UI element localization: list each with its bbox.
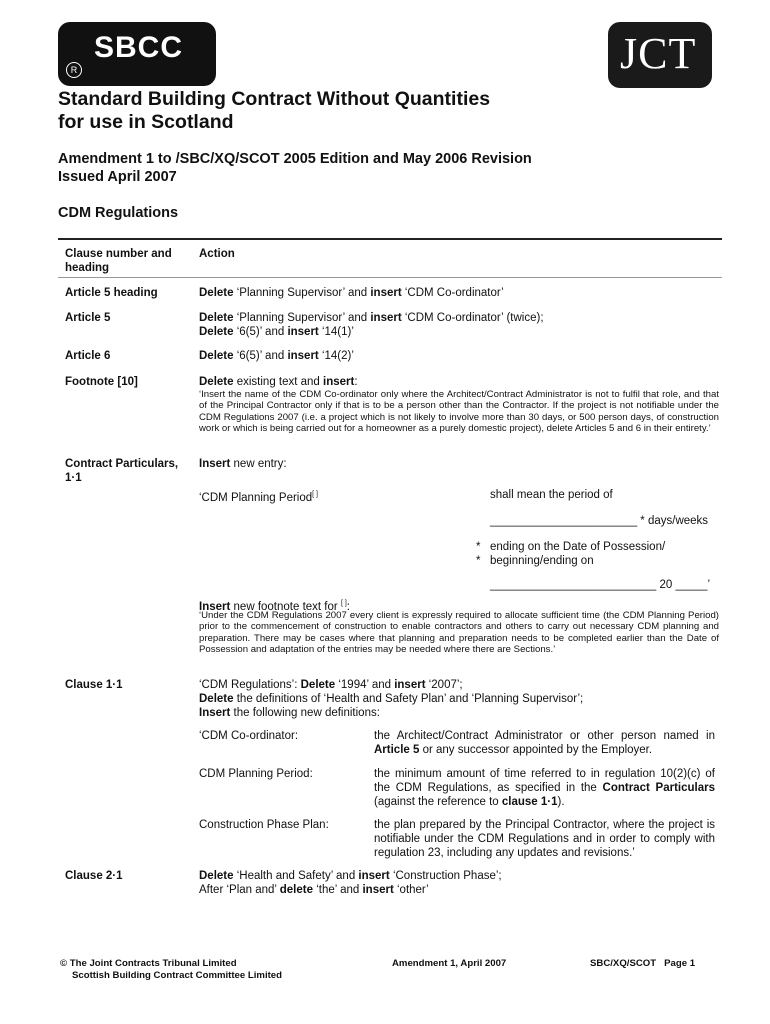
footnote10-text: ‘Insert the name of the CDM Co-ordinator only where the Architect/Contract Administrator is not to fulfil that role, and that of the Principal Contractor only if that is to be a person other than the Contractor. If the project is not notifiable under the CDM Regulations 2007 (i.e. a project which is not likely to involve more than 30 days, or 500 person days, of construction work or which is being carried out for a homeowner as a purely domestic project), delete Articles 5 and 6 in their entirety.’ xyxy=(199,389,719,434)
row-article5-clause: Article 5 xyxy=(65,312,111,324)
jct-logo-text: JCT xyxy=(620,29,697,78)
def-construction-phase-plan-text: the plan prepared by the Principal Contractor, where the project is notifiable under the CDM Regulations and in order to comply with regulation 23, including any updates and revisions.’ xyxy=(374,819,715,859)
footer-page: SBC/XQ/SCOT Page 1 xyxy=(590,958,696,969)
row-footnote10-action: Delete existing text and insert: xyxy=(199,376,358,388)
new-footnote-instruction: Insert new footnote text for [ ]: xyxy=(199,600,350,613)
row-clause21-clause: Clause 2·1 xyxy=(65,870,123,882)
document-subtitle xyxy=(58,150,532,186)
row-article5-action: Delete ‘Planning Supervisor’ and insert ‘CDM Co-ordinator’ (twice); Delete ‘6(5)’ and insert ‘14(1)’ xyxy=(199,312,544,338)
header-clause: Clause number and heading xyxy=(65,248,172,274)
ending-text: ending on the Date of Possession/ xyxy=(490,541,666,553)
subtitle-line-1: Amendment 1 to /SBC/XQ/SCOT 2005 Edition and May 2006 Revision xyxy=(58,151,532,167)
def-cdm-planning-period-text: the minimum amount of time referred to in regulation 10(2)(c) of the CDM Regulations, as specified in the Contract Particulars (against the reference to clause 1·1). xyxy=(374,768,715,808)
table-header-rule xyxy=(58,277,722,278)
star-beginning: * xyxy=(476,555,481,567)
row-clause21-action: Delete ‘Health and Safety’ and insert ‘Construction Phase’; After ‘Plan and’ delete ‘the’ and insert ‘other’ xyxy=(199,870,502,896)
beginning-text: beginning/ending on xyxy=(490,555,594,567)
section-title: CDM Regulations xyxy=(58,205,179,221)
footer-copyright: © The Joint Contracts Tribunal Limited Scottish Building Contract Committee Limited xyxy=(60,958,283,981)
days-weeks-field: _______________________ * days/weeks xyxy=(490,515,709,527)
row-contract-particulars-action: Insert new entry: xyxy=(199,458,287,470)
cdm-planning-period-label: ‘CDM Planning Period[ ] xyxy=(199,491,318,504)
sbcc-logo xyxy=(58,22,216,86)
footer-amendment: Amendment 1, April 2007 xyxy=(392,958,507,969)
shall-mean-text: shall mean the period of xyxy=(490,489,613,501)
def-cdm-planning-period-term: CDM Planning Period: xyxy=(199,768,313,780)
subtitle-line-2: Issued April 2007 xyxy=(58,169,177,185)
row-footnote10-clause: Footnote [10] xyxy=(65,376,138,388)
def-cdm-coordinator-term: ‘CDM Co-ordinator: xyxy=(199,730,299,742)
star-ending: * xyxy=(476,541,481,553)
row-article6-action: Delete ‘6(5)’ and insert ‘14(2)’ xyxy=(199,350,354,362)
row-article5-heading-action: Delete ‘Planning Supervisor’ and insert ‘CDM Co-ordinator’ xyxy=(199,287,504,299)
jct-logo xyxy=(608,22,712,88)
sbcc-logo-text: SBCC xyxy=(94,31,184,64)
row-clause11-action: ‘CDM Regulations’: Delete ‘1994’ and insert ‘2007’; Delete the definitions of ‘Health and Safety Plan’ and ‘Planning Supervisor’; Insert the following new definitions: xyxy=(199,679,584,719)
def-construction-phase-plan-term: Construction Phase Plan: xyxy=(199,819,329,831)
document-title xyxy=(58,88,490,134)
title-line-2: for use in Scotland xyxy=(58,111,234,133)
row-clause11-clause: Clause 1·1 xyxy=(65,679,123,691)
table-top-rule xyxy=(58,238,722,240)
row-article5-heading-clause: Article 5 heading xyxy=(65,287,158,299)
registered-icon: R xyxy=(66,62,82,78)
row-article6-clause: Article 6 xyxy=(65,350,111,362)
title-line-1: Standard Building Contract Without Quantities xyxy=(58,88,491,110)
new-footnote-text: ‘Under the CDM Regulations 2007 every client is expressly required to allocate sufficient time (the CDM Planning Period) prior to the commencement of construction to enable contractors and others to carry out necessary CDM planning and preparation. There may be cases where that planning and preparation needs to be completed earlier than the Date of Possession and adaptation of the entries may be needed where there are Sections.’ xyxy=(199,610,719,655)
def-cdm-coordinator-text: the Architect/Contract Administrator or other person named in Article 5 or any successor appointed by the Employer. xyxy=(374,730,715,756)
date-field: __________________________ 20 _____’ xyxy=(490,579,711,591)
row-contract-particulars-clause: Contract Particulars, 1·1 xyxy=(65,458,179,484)
header-action: Action xyxy=(199,248,235,260)
